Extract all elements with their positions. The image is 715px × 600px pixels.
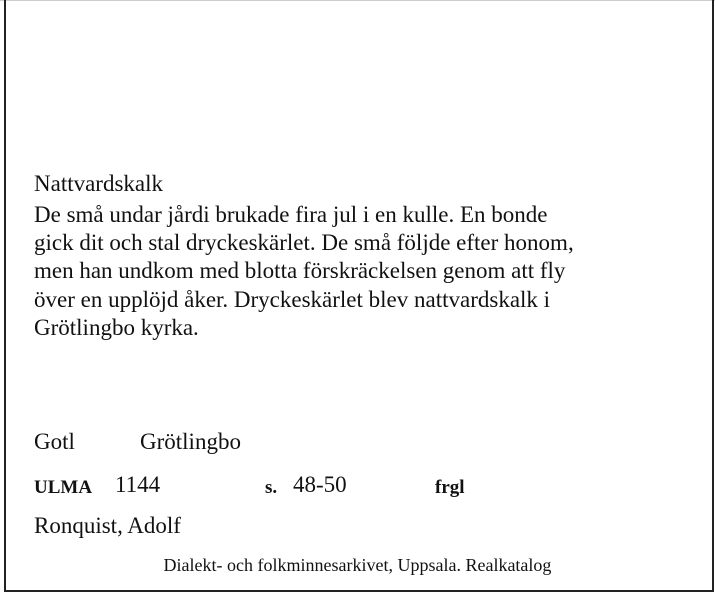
page-range: 48-50 [293, 472, 347, 497]
category-code: frgl [435, 477, 465, 498]
body-line: över en upplöjd åker. Dryckeskärlet blev nattvardskalk i [34, 286, 551, 312]
body-line: De små undar jårdi brukade fira jul i en kulle. En bonde [34, 202, 548, 227]
card-body-text [34, 201, 694, 342]
card-bottom-border [4, 590, 714, 592]
parish-label: Grötlingbo [140, 429, 241, 454]
body-line: gick dit och stal dryckeskärlet. De små följde efter honom, [34, 230, 574, 256]
record-number: 1144 [115, 472, 161, 497]
page-label: s. [265, 477, 278, 498]
card-title: Nattvardskalk [34, 171, 164, 196]
collector-name: Ronquist, Adolf [34, 513, 181, 538]
body-line: Grötlingbo kyrka. [34, 314, 199, 340]
card-left-border [4, 0, 6, 592]
card-footer: Dialekt- och folkminnesarkivet, Uppsala. Realkatalog [163, 555, 552, 575]
card-right-border [712, 0, 714, 592]
archive-code: ULMA [34, 477, 93, 498]
card-top-edge [0, 0, 715, 1]
body-line: men han undkom med blotta förskräckelsen genom att fly [34, 258, 566, 284]
region-label: Gotl [34, 429, 75, 454]
